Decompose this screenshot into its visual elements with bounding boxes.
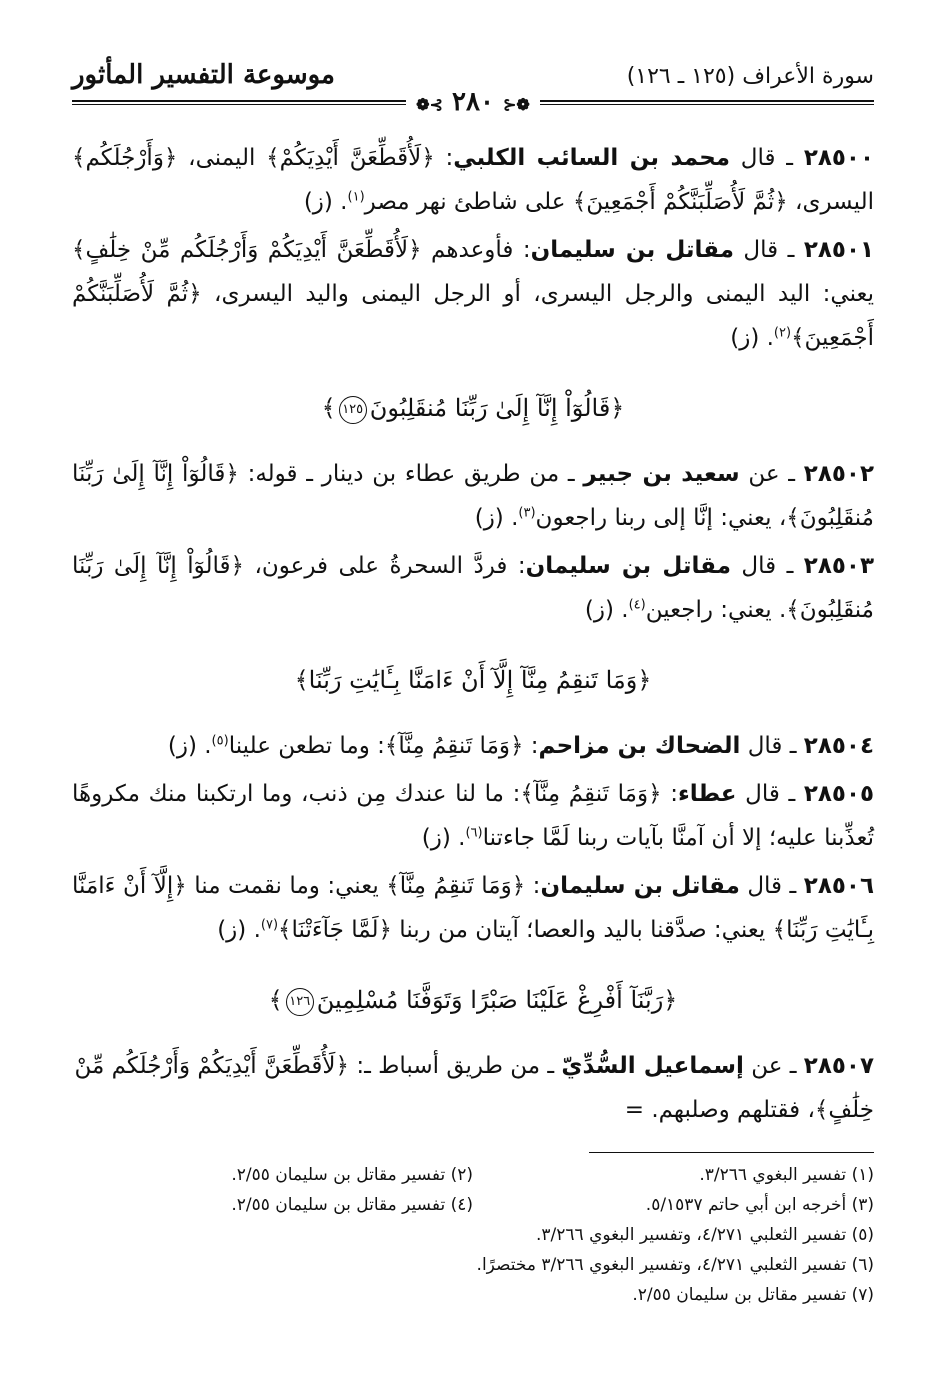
entry-number: ٢٨٥٠١ [803, 237, 875, 263]
narrator-name: مقاتل بن سليمان [525, 553, 731, 579]
entry-text: . (ز) [584, 597, 629, 623]
footnotes [72, 1160, 874, 1310]
entry-text: يعني: اليد اليمنى والرجل اليسرى، أو الرجل اليمنى واليد اليسرى، [201, 281, 875, 307]
footnote-3: (٣) أخرجه ابن أبي حاتم ٥/١٥٣٧. [645, 1195, 874, 1215]
footnote-2: (٢) تفسير مقاتل بن سليمان ٢/٥٥. [231, 1165, 473, 1185]
entry-text: : [434, 145, 454, 171]
entry-28506 [72, 864, 874, 952]
page-number-block [0, 87, 946, 117]
entry-text: : ما لنا عندك مِن ذنب، وما ارتكبنا منك مكروهًا تُعذِّبنا عليه؛ إلا أن آمنَّا بآيات ربنا لَمَّا جاءتنا [72, 781, 874, 851]
entry-28500 [72, 136, 874, 224]
entry-text: . (ز) [217, 917, 261, 943]
quran-quote: ﴿وَأَرْجُلَكُم﴾ [72, 145, 178, 171]
quran-quote: ﴿قَالُوٓاْ إِنَّآ إِلَىٰ رَبِّنَا مُنقَلِبُونَ﴾ [72, 553, 874, 623]
footnote-4: (٤) تفسير مقاتل بن سليمان ٢/٥٥. [231, 1195, 473, 1215]
footnote-row [72, 1160, 874, 1190]
entry-number: ٢٨٥٠٥ [803, 781, 875, 807]
entry-text: ـ قال [733, 237, 804, 263]
entry-28507 [72, 1044, 874, 1132]
verse-heading-126b [72, 978, 874, 1022]
footnote-ref[interactable]: (٤) [628, 597, 646, 613]
entry-text: ـ قال [730, 553, 804, 579]
narrator-name: الضحاك بن مزاحم [538, 733, 741, 759]
verse-text: ﴿قَالُوٓاْ إِنَّآ إِلَىٰ رَبِّنَا مُنقَلِبُونَ [369, 394, 625, 422]
footnote-5: (٥) تفسير الثعلبي ٤/٢٧١، وتفسير البغوي ٣/٢٦٦. [536, 1225, 874, 1245]
narrator-name: مقاتل بن سليمان [530, 237, 734, 263]
entry-text: : فأوعدهم [421, 237, 531, 263]
entry-text: ـ عن [739, 461, 804, 487]
quran-quote: ﴿ثُمَّ لَأُصَلِّبَنَّكُمْ أَجْمَعِينَ﴾ [72, 281, 874, 351]
entry-number: ٢٨٥٠٢ [803, 461, 874, 487]
page-body [72, 136, 874, 1136]
entry-text: . (ز) [167, 733, 212, 759]
surah-heading: سورة الأعراف (١٢٥ ـ ١٢٦) [626, 64, 874, 89]
entry-text: : وما تطعن علينا [228, 733, 385, 759]
entry-text: ، فقتلهم وصلبهم. = [624, 1097, 815, 1123]
entry-text: ، يعني: إنَّا إلى ربنا راجعون [535, 505, 787, 531]
quran-quote: ﴿قَالُوٓاْ إِنَّآ إِلَىٰ رَبِّنَا مُنقَلِبُونَ﴾ [72, 461, 874, 531]
entry-text: : [661, 781, 678, 807]
entry-text: يعني: صدَّقنا باليد والعصا؛ آيتان من ربنا [392, 917, 773, 943]
footnote-ref[interactable]: (٦) [465, 825, 483, 841]
entry-number: ٢٨٥٠٣ [803, 553, 874, 579]
quran-quote: ﴿لَأُقَطِّعَنَّ أَيْدِيَكُمْ وَأَرْجُلَكُم مِّنْ خِلَٰفٍ﴾ [74, 1053, 874, 1123]
entry-text: ـ قال [739, 873, 804, 899]
narrator-name: محمد بن السائب الكلبي [453, 145, 731, 171]
narrator-name: إسماعيل السُّدِّيّ [561, 1053, 744, 1079]
entry-text: ـ عن [743, 1053, 804, 1079]
entry-text: . (ز) [730, 325, 774, 351]
verse-number-marker: ١٢٥ [339, 396, 367, 424]
entry-number: ٢٨٥٠٧ [803, 1053, 874, 1079]
quran-quote: ﴿وَمَا تَنقِمُ مِنَّآ﴾ [520, 781, 662, 807]
entry-28505 [72, 772, 874, 860]
entry-text: : فردَّ السحرةُ على فرعون، [243, 553, 526, 579]
footnote-ref[interactable]: (٥) [211, 733, 229, 749]
verse-heading-126a [72, 658, 874, 702]
entry-text: . يعني: راجعين [645, 597, 787, 623]
entry-text: . (ز) [303, 189, 348, 215]
ornament-icon: ⊱❁ [416, 95, 443, 114]
footnote-7: (٧) تفسير مقاتل بن سليمان ٢/٥٥. [632, 1285, 874, 1305]
book-title: موسوعة التفسير المأثور [72, 60, 335, 90]
quran-quote: ﴿ثُمَّ لَأُصَلِّبَنَّكُمْ أَجْمَعِينَ﴾ [572, 189, 788, 215]
verse-close: ﴾ [268, 986, 283, 1014]
page-number: ٢٨٠ [452, 87, 494, 117]
quran-quote: ﴿إِلَّآ أَنْ ءَامَنَّا بِـَٔايَٰتِ رَبِّنَا﴾ [72, 873, 874, 943]
quran-quote: ﴿لَمَّا جَآءَتْنَا﴾ [278, 917, 392, 943]
entry-number: ٢٨٥٠٤ [803, 733, 874, 759]
narrator-name: عطاء [677, 781, 737, 807]
entry-text: . (ز) [421, 825, 466, 851]
verse-heading-125 [72, 386, 874, 430]
entry-text: . (ز) [474, 505, 519, 531]
entry-text: ـ من طريق أسباط ـ: [349, 1053, 562, 1079]
quran-quote: ﴿وَمَا تَنقِمُ مِنَّآ﴾ [386, 873, 526, 899]
footnote-ref[interactable]: (٢) [773, 325, 792, 341]
entry-text: اليسرى، [787, 189, 874, 215]
footnote-ref[interactable]: (١) [347, 189, 365, 205]
entry-text: ـ قال [730, 145, 804, 171]
entry-28501 [72, 228, 874, 360]
verse-text: ﴿وَمَا تَنقِمُ مِنَّآ إِلَّآ أَنْ ءَامَنَّا بِـَٔايَٰتِ رَبِّنَا﴾ [294, 666, 652, 694]
entry-28504 [72, 724, 874, 768]
entry-text: اليمنى، [177, 145, 267, 171]
narrator-name: سعيد بن جبير [583, 461, 740, 487]
footnote-1: (١) تفسير البغوي ٣/٢٦٦. [699, 1165, 874, 1185]
entry-28502 [72, 452, 874, 540]
footnote-separator [589, 1152, 874, 1153]
entry-text: ـ قال [740, 733, 804, 759]
entry-number: ٢٨٥٠٠ [803, 145, 875, 171]
entry-text: : [523, 733, 539, 759]
verse-text: ﴿رَبَّنَآ أَفْرِغْ عَلَيْنَا صَبْرًا وَتَوَفَّنَا مُسْلِمِينَ [316, 986, 678, 1014]
quran-quote: ﴿لَأُقَطِّعَنَّ أَيْدِيَكُمْ﴾ [266, 145, 435, 171]
entry-28503 [72, 544, 874, 632]
entry-number: ٢٨٥٠٦ [803, 873, 874, 899]
entry-text: يعني: وما نقمت منا [186, 873, 387, 899]
verse-close: ﴾ [321, 394, 336, 422]
footnote-ref[interactable]: (٧) [260, 917, 279, 933]
ornament-icon: ❁⊰ [503, 95, 530, 114]
footnote-6: (٦) تفسير الثعلبي ٤/٢٧١، وتفسير البغوي ٣/٢٦٦ مختصرًا. [476, 1255, 874, 1275]
narrator-name: مقاتل بن سليمان [540, 873, 740, 899]
entry-text: ـ من طريق عطاء بن دينار ـ قوله: [238, 461, 584, 487]
entry-text: : [525, 873, 541, 899]
quran-quote: ﴿وَمَا تَنقِمُ مِنَّآ﴾ [384, 733, 524, 759]
entry-text: على شاطئ نهر مصر [364, 189, 573, 215]
footnote-ref[interactable]: (٣) [518, 505, 536, 521]
quran-quote: ﴿لَأُقَطِّعَنَّ أَيْدِيَكُمْ وَأَرْجُلَكُم مِّنْ خِلَٰفٍ﴾ [72, 237, 422, 263]
entry-text: ـ قال [736, 781, 804, 807]
verse-number-marker: ١٢٦ [286, 988, 314, 1016]
footnote-row [72, 1190, 874, 1220]
